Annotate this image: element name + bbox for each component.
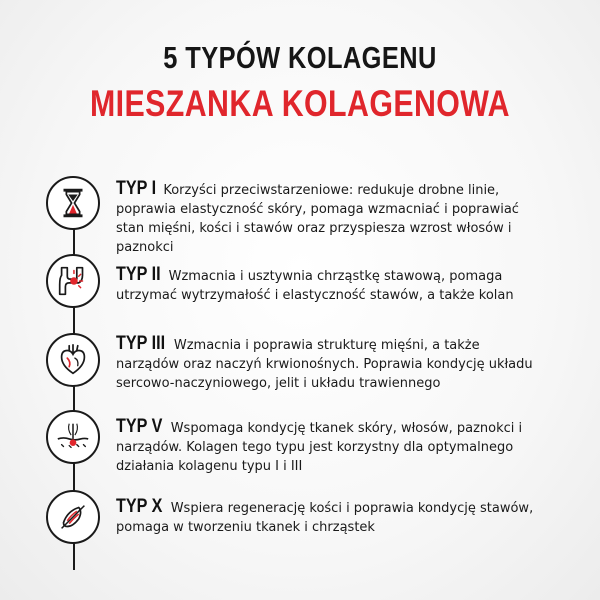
knee-joint-icon [46, 254, 100, 308]
list-item-typ-5 [116, 417, 536, 476]
type-label: TYP V [116, 416, 163, 437]
page-title: 5 TYPÓW KOLAGENU [163, 40, 437, 75]
list-item-typ-10 [116, 497, 536, 537]
muscle-fiber-icon [46, 490, 100, 544]
type-description: Wzmacnia i usztywnia chrząstkę stawową, pomaga utrzymać wytrzymałość i elastyczność stawów, a także kolan [116, 269, 514, 303]
skin-hair-follicle-icon [46, 410, 100, 464]
type-label: TYP III [116, 333, 166, 354]
page-subtitle: MIESZANKA KOLAGENOWA [89, 83, 511, 124]
type-description: Wspomaga kondycję tkanek skóry, włosów, paznokci i narządów. Kolagen tego typu jest korzystny dla optymalnego działania kolagenu typu I i III [116, 421, 523, 474]
type-description: Wspiera regenerację kości i poprawia kondycję stawów, pomaga w tworzeniu tkanek i chrząstek [116, 501, 534, 535]
hourglass-icon [46, 176, 100, 230]
list-item-typ-3 [116, 334, 536, 393]
type-description: Korzyści przeciwstarzeniowe: redukuje drobne linie, poprawia elastyczność skóry, pomaga wzmacniać i poprawiać stan mięśni, kości i stawów oraz przyspiesza wzrost włosów i paznokci [116, 183, 519, 255]
type-description: Wzmacnia i poprawia strukturę mięśni, a także narządów oraz naczyń krwionośnych. Poprawia kondycję układu sercowo-naczyniowego, jelit i układu trawiennego [116, 338, 533, 391]
type-label: TYP X [116, 496, 163, 517]
type-label: TYP II [116, 264, 161, 285]
list-item-typ-1 [116, 179, 536, 257]
list-item-typ-2 [116, 265, 536, 305]
type-label: TYP I [116, 178, 157, 199]
heart-organ-icon [46, 333, 100, 387]
